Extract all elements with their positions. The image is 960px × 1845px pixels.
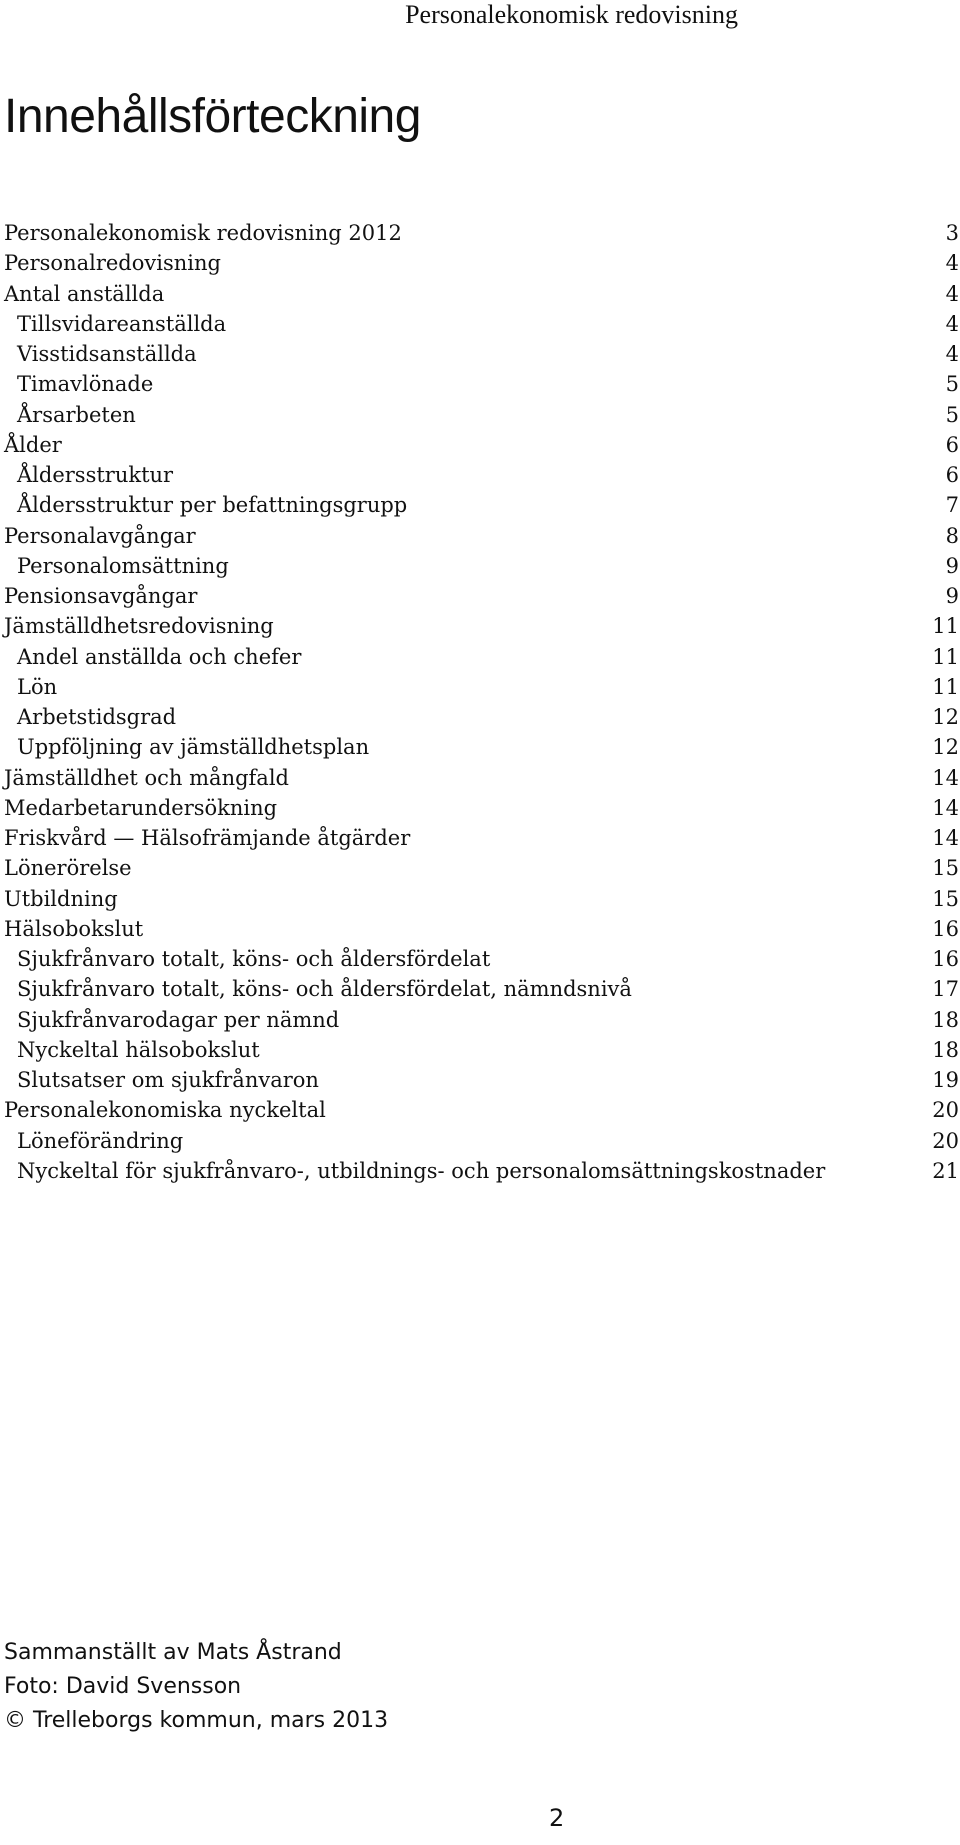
toc-entry-page-number: 16 — [932, 947, 959, 971]
table-of-contents — [4, 218, 959, 1186]
toc-entry-page-number: 12 — [932, 735, 959, 760]
toc-entry-page-number: 11 — [932, 644, 959, 669]
toc-entry[interactable] — [4, 430, 959, 460]
toc-entry[interactable] — [4, 672, 959, 702]
toc-entry-page-number: 8 — [945, 523, 959, 548]
page-title: Innehållsförteckning — [4, 90, 421, 143]
toc-entry-label: Löneförändring — [17, 1128, 184, 1153]
toc-entry-label: Jämställdhetsredovisning — [4, 614, 274, 639]
toc-entry-label: Visstidsanställda — [17, 342, 197, 366]
toc-entry[interactable] — [4, 1156, 959, 1186]
toc-entry[interactable] — [4, 793, 959, 823]
toc-entry-page-number: 16 — [932, 916, 959, 941]
toc-entry-page-number: 18 — [932, 1037, 959, 1062]
toc-entry[interactable] — [4, 823, 959, 853]
toc-entry-label: Personalekonomiska nyckeltal — [4, 1098, 326, 1123]
toc-entry-page-number: 4 — [945, 281, 959, 306]
toc-entry-label: Personalomsättning — [17, 553, 229, 578]
toc-entry-label: Timavlönade — [17, 372, 154, 397]
page-number: 2 — [549, 1804, 565, 1832]
toc-entry-page-number: 14 — [932, 795, 959, 820]
toc-entry-page-number: 3 — [945, 221, 959, 245]
toc-entry-label: Personalavgångar — [4, 523, 196, 548]
toc-entry-label: Utbildning — [4, 886, 118, 911]
compiled-by-text: Sammanställt av Mats Åstrand — [4, 1640, 342, 1665]
toc-entry[interactable] — [4, 339, 959, 369]
toc-entry-page-number: 14 — [932, 826, 959, 850]
toc-entry-label: Jämställdhet och mångfald — [4, 765, 289, 790]
toc-entry-label: Uppföljning av jämställdhetsplan — [17, 735, 370, 760]
toc-entry-label: Åldersstruktur per befattningsgrupp — [17, 493, 408, 518]
toc-entry[interactable] — [4, 309, 959, 339]
toc-entry-page-number: 11 — [932, 614, 959, 639]
toc-entry-page-number: 17 — [932, 977, 959, 1002]
toc-entry-page-number: 4 — [945, 342, 959, 366]
toc-entry-label: Arbetstidsgrad — [17, 705, 177, 729]
toc-entry-label: Slutsatser om sjukfrånvaron — [17, 1068, 319, 1092]
toc-entry[interactable] — [4, 218, 959, 248]
toc-entry-page-number: 20 — [932, 1128, 959, 1153]
toc-entry[interactable] — [4, 279, 959, 309]
photo-credit-text: Foto: David Svensson — [4, 1674, 242, 1699]
toc-entry-label: Sjukfrånvarodagar per nämnd — [17, 1007, 340, 1032]
toc-entry-label: Lönerörelse — [4, 856, 132, 881]
toc-entry[interactable] — [4, 521, 959, 551]
toc-entry-label: Friskvård — Hälsofrämjande åtgärder — [4, 826, 411, 850]
toc-entry[interactable] — [4, 853, 959, 883]
toc-entry-label: Nyckeltal hälsobokslut — [17, 1037, 260, 1062]
toc-entry-page-number: 5 — [945, 402, 959, 427]
toc-entry[interactable] — [4, 369, 959, 399]
toc-entry-label: Personalekonomisk redovisning 2012 — [4, 221, 402, 245]
toc-entry-page-number: 20 — [932, 1098, 959, 1123]
toc-entry-page-number: 11 — [932, 674, 959, 699]
copyright-text: © Trelleborgs kommun, mars 2013 — [4, 1708, 389, 1733]
toc-entry-label: Nyckeltal för sjukfrånvaro-, utbildnings- och personalomsättningskostnader — [17, 1158, 826, 1183]
toc-entry-label: Sjukfrånvaro totalt, köns- och åldersfördelat, nämndsnivå — [17, 977, 632, 1002]
toc-entry[interactable] — [4, 974, 959, 1004]
toc-entry-page-number: 6 — [945, 463, 959, 487]
toc-entry-page-number: 9 — [945, 553, 959, 578]
toc-entry[interactable] — [4, 642, 959, 672]
toc-entry-label: Lön — [17, 674, 58, 699]
toc-entry-page-number: 12 — [932, 705, 959, 729]
credits — [4, 1636, 388, 1738]
toc-entry-label: Pensionsavgångar — [4, 584, 198, 608]
toc-entry-label: Ålder — [4, 432, 62, 457]
toc-entry-page-number: 5 — [945, 372, 959, 397]
toc-entry-label: Andel anställda och chefer — [17, 644, 302, 669]
toc-entry-page-number: 18 — [932, 1007, 959, 1032]
toc-entry-page-number: 19 — [932, 1068, 959, 1092]
toc-entry[interactable] — [4, 884, 959, 914]
toc-entry-page-number: 9 — [945, 584, 959, 608]
toc-entry-label: Åldersstruktur — [17, 463, 174, 487]
toc-entry-label: Tillsvidareanställda — [17, 311, 227, 336]
toc-entry[interactable] — [4, 581, 959, 611]
toc-entry-label: Sjukfrånvaro totalt, köns- och åldersfördelat — [17, 947, 491, 971]
toc-entry[interactable] — [4, 490, 959, 520]
toc-entry-page-number: 21 — [932, 1158, 959, 1183]
toc-entry[interactable] — [4, 460, 959, 490]
toc-entry-page-number: 4 — [945, 311, 959, 336]
toc-entry[interactable] — [4, 1126, 959, 1156]
toc-entry-page-number: 4 — [945, 251, 959, 276]
toc-entry[interactable] — [4, 248, 959, 278]
toc-entry[interactable] — [4, 763, 959, 793]
toc-entry[interactable] — [4, 611, 959, 641]
toc-entry-page-number: 6 — [945, 432, 959, 457]
toc-entry-label: Hälsobokslut — [4, 916, 144, 941]
toc-entry[interactable] — [4, 551, 959, 581]
running-header: Personalekonomisk redovisning — [405, 0, 738, 29]
toc-entry-page-number: 14 — [932, 765, 959, 790]
toc-entry[interactable] — [4, 702, 959, 732]
toc-entry[interactable] — [4, 1095, 959, 1125]
toc-entry[interactable] — [4, 732, 959, 762]
toc-entry-page-number: 15 — [932, 856, 959, 881]
toc-entry[interactable] — [4, 914, 959, 944]
toc-entry[interactable] — [4, 944, 959, 974]
toc-entry-label: Medarbetarundersökning — [4, 795, 278, 820]
toc-entry-page-number: 7 — [945, 493, 959, 518]
toc-entry[interactable] — [4, 1065, 959, 1095]
toc-entry[interactable] — [4, 1035, 959, 1065]
toc-entry-label: Årsarbeten — [17, 402, 136, 427]
toc-entry[interactable] — [4, 1005, 959, 1035]
toc-entry-label: Personalredovisning — [4, 251, 221, 276]
toc-entry-page-number: 15 — [932, 886, 959, 911]
toc-entry-label: Antal anställda — [4, 281, 165, 306]
toc-entry[interactable] — [4, 400, 959, 430]
